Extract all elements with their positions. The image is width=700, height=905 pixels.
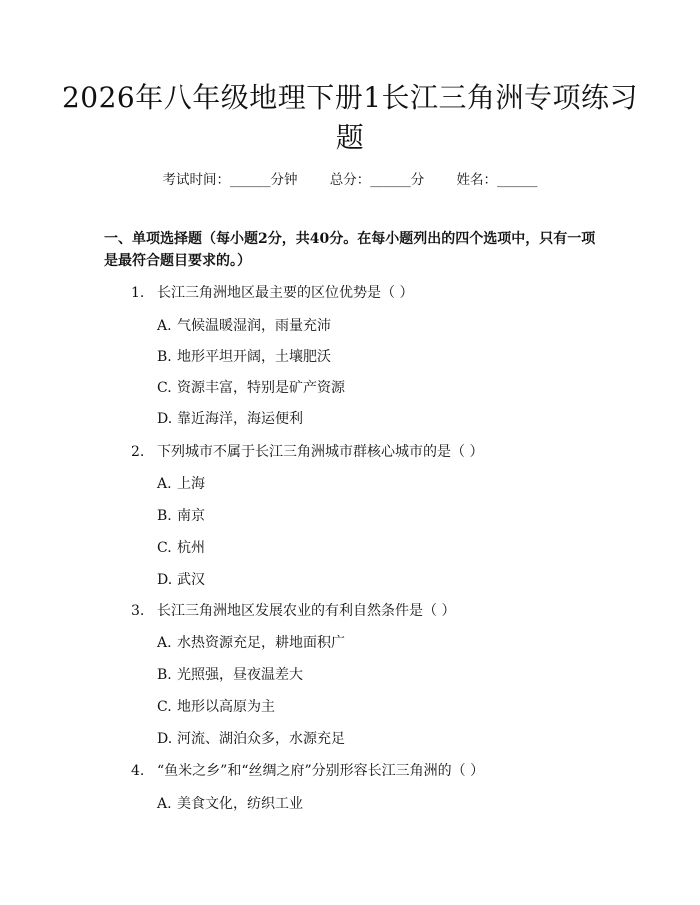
question-3 [131, 600, 455, 620]
option-2c: C. 杭州 [157, 540, 205, 556]
option-2b: B. 南京 [157, 508, 205, 524]
document-title: 2026年八年级地理下册1长江三角洲专项练习题 [61, 81, 639, 154]
option-1c: C. 资源丰富，特别是矿产资源 [157, 380, 345, 396]
option-3a: A. 水热资源充足，耕地面积广 [157, 635, 345, 651]
exam-info [0, 168, 700, 188]
option-1d: D. 靠近海洋，海运便利 [157, 411, 303, 427]
student-name: 姓名：______ [456, 172, 538, 188]
exam-time: 考试时间：______分钟 [162, 172, 298, 188]
question-text: 长江三角洲地区发展农业的有利自然条件是（ ） [157, 603, 456, 619]
option-3c: C. 地形以高原为主 [157, 699, 275, 715]
option-3b: B. 光照强，昼夜温差大 [157, 667, 303, 683]
question-number: 4. [131, 763, 145, 779]
question-number: 3. [131, 603, 145, 619]
option-1b: B. 地形平坦开阔，土壤肥沃 [157, 349, 331, 365]
option-3d: D. 河流、湖泊众多，水源充足 [157, 731, 345, 747]
option-1a: A. 气候温暖湿润，雨量充沛 [157, 318, 331, 334]
option-2d: D. 武汉 [157, 572, 205, 588]
question-text: 下列城市不属于长江三角洲城市群核心城市的是（ ） [157, 444, 484, 460]
question-2 [131, 441, 483, 461]
option-2a: A. 上海 [157, 476, 205, 492]
total-score: 总分：______分 [329, 172, 425, 188]
question-number: 1. [131, 285, 145, 301]
question-4 [131, 760, 484, 780]
question-number: 2. [131, 444, 145, 460]
question-text: 长江三角洲地区最主要的区位优势是（ ） [157, 285, 414, 301]
option-4a: A. 美食文化，纺织工业 [157, 796, 303, 812]
question-1 [131, 282, 413, 302]
section-heading: 一、单项选择题（每小题2分，共40分。在每小题列出的四个选项中，只有一项是最符合题目要求的。） [104, 231, 596, 269]
question-text: “鱼米之乡”和“丝绸之府”分别形容长江三角洲的（ ） [157, 763, 485, 779]
